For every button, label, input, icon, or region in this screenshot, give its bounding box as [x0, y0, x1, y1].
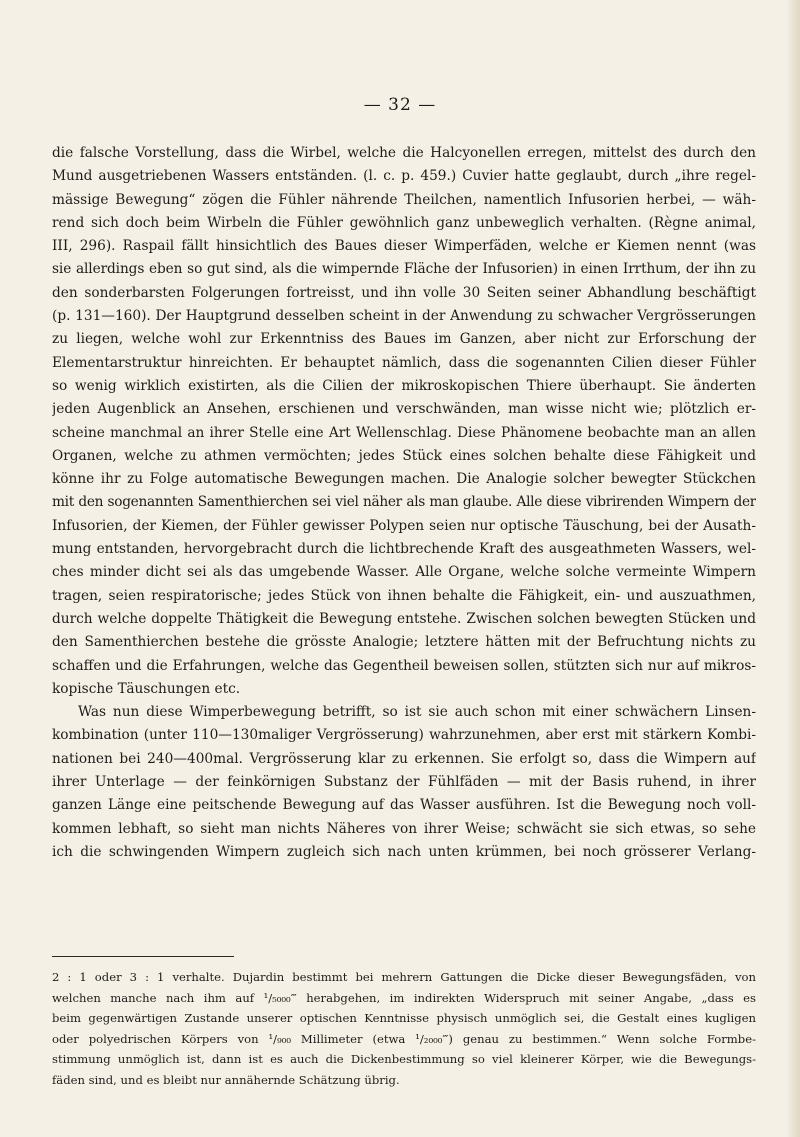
footnote	[52, 967, 756, 1090]
text-line: ches minder dicht sei als das umgebende Wasser. Alle Organe, welche solche vermeinte Wimpern	[52, 564, 756, 581]
footnote-line: fäden sind, und es bleibt nur annähernde Schätzung übrig.	[52, 1072, 400, 1087]
text-line: die falsche Vorstellung, dass die Wirbel, welche die Halcyonellen erregen, mittelst des durch den	[52, 145, 756, 161]
text-line: durch welche doppelte Thätigkeit die Bewegung entstehe. Zwischen solchen bewegten Stücken und	[52, 610, 756, 627]
text-line: den Samenthierchen bestehe die grösste Analogie; letztere hätten mit der Befruchtung nichts zu	[52, 634, 756, 651]
text-line: könne ihr zu Folge automatische Bewegungen machen. Die Analogie solcher bewegter Stückchen	[52, 471, 756, 488]
text-line: zu liegen, welche wohl zur Erkenntniss des Baues im Ganzen, aber nicht zur Erforschung der	[52, 331, 756, 348]
text-line: sie allerdings eben so gut sind, als die wimpernde Fläche der Infusorien) in einen Irrthum, der ihn zu	[52, 261, 756, 278]
text-line: mung entstanden, hervorgebracht durch die lichtbrechende Kraft des ausgeathmeten Wassers, wel-	[52, 541, 756, 558]
text-line: rend sich doch beim Wirbeln die Fühler gewöhnlich ganz unbeweglich verhalten. (Règne animal,	[52, 214, 756, 231]
body-text	[52, 142, 756, 864]
text-line: kommen lebhaft, so sieht man nichts Näheres von ihrer Weise; schwächt sie sich etwas, so sehe	[52, 820, 756, 837]
text-line: ihrer Unterlage — der feinkörnigen Substanz der Fühlfäden — mit der Basis ruhend, in ihrer	[52, 774, 756, 791]
footnote-line: beim gegenwärtigen Zustande unserer optischen Kenntnisse physisch unmöglich sei, die Gestalt eines kugligen	[52, 1011, 756, 1025]
footnote-line: 2 : 1 oder 3 : 1 verhalte. Dujardin bestimmt bei mehrern Gattungen die Dicke dieser Bewegungsfäden, von	[52, 970, 756, 984]
footnote-line: oder polyedrischen Körpers von ¹/₉₀₀ Millimeter (etwa ¹/₂₀₀₀‴) genau zu bestimmen.“ Wenn solche Formbe-	[52, 1031, 756, 1046]
text-line: ganzen Länge eine peitschende Bewegung auf das Wasser ausführen. Ist die Bewegung noch voll-	[52, 797, 756, 814]
footnote-divider	[52, 956, 234, 957]
text-line: kopische Täuschungen etc.	[52, 680, 241, 697]
text-line: mit den sogenannten Samenthierchen sei viel näher als man glaube. Alle diese vibrirenden Wimpern der	[52, 494, 756, 511]
text-line: tragen, seien respiratorische; jedes Stück von ihnen behalte die Fähigkeit, ein- und auszuathmen,	[52, 587, 756, 604]
text-line: so wenig wirklich existirten, als die Cilien der mikroskopischen Thiere überhaupt. Sie änderten	[52, 377, 756, 394]
page-number: — 32 —	[363, 95, 437, 115]
footnote-line: stimmung unmöglich ist, dann ist es auch die Dickenbestimmung so viel kleinerer Körper, wie die Bewegungs-	[52, 1052, 756, 1066]
text-line: ich die schwingenden Wimpern zugleich sich nach unten krümmen, bei noch grösserer Verlang-	[52, 843, 756, 860]
text-line: Was nun diese Wimperbewegung betrifft, so ist sie auch schon mit einer schwächern Linsen-	[78, 704, 756, 721]
text-line: mässige Bewegung“ zögen die Fühler nährende Theilchen, namentlich Infusorien herbei, — wäh-	[52, 191, 756, 208]
text-line: kombination (unter 110—130maliger Vergrösserung) wahrzunehmen, aber erst mit stärkern Kombi-	[52, 727, 756, 744]
text-line: III, 296). Raspail fällt hinsichtlich des Baues dieser Wimperfäden, welche er Kiemen nennt (was	[52, 238, 756, 255]
text-line: den sonderbarsten Folgerungen fortreisst, und ihn volle 30 Seiten seiner Abhandlung beschäftigt	[52, 284, 756, 301]
page-edge-shadow	[786, 0, 800, 1137]
text-line: Infusorien, der Kiemen, der Fühler gewisser Polypen seien nur optische Täuschung, bei der Ausath-	[52, 517, 756, 534]
text-line: (p. 131—160). Der Hauptgrund desselben scheint in der Anwendung zu schwacher Vergrösserungen	[52, 308, 756, 325]
footnote-line: welchen manche nach ihm auf ¹/₅₀₀₀‴ herabgehen, im indirekten Widerspruch mit seiner Angabe, „dass es	[52, 990, 756, 1005]
text-line: schaffen und die Erfahrungen, welche das Gegentheil beweisen sollen, stützten sich nur auf mikros-	[52, 657, 756, 674]
text-line: Organen, welche zu athmen vermöchten; jedes Stück eines solchen behalte diese Fähigkeit und	[52, 447, 756, 464]
text-line: Mund ausgetriebenen Wassers entständen. (l. c. p. 459.) Cuvier hatte geglaubt, durch „ihre regel-	[52, 168, 756, 185]
text-line: nationen bei 240—400mal. Vergrösserung klar zu erkennen. Sie erfolgt so, dass die Wimpern auf	[52, 750, 756, 767]
text-line: Elementarstruktur hinreichten. Er behauptet nämlich, dass die sogenannten Cilien dieser Fühler	[52, 354, 756, 371]
text-line: scheine manchmal an ihrer Stelle eine Art Wellenschlag. Diese Phänomene beobachte man an allen	[52, 424, 756, 441]
text-line: jeden Augenblick an Ansehen, erschienen und verschwänden, man wisse nicht wie; plötzlich er-	[52, 401, 756, 418]
